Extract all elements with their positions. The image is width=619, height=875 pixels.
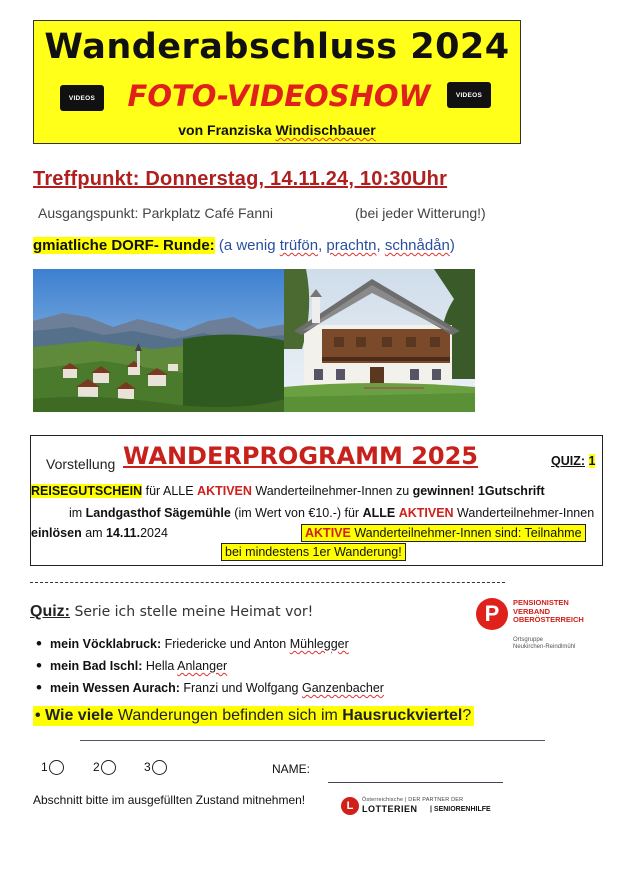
pv-line3: OBERÖSTERREICH: [513, 615, 584, 624]
question-mark: ?: [462, 707, 472, 724]
pensionisten-logo-icon: [476, 598, 508, 630]
vorstellung-label: Vorstellung: [46, 456, 116, 472]
l3-aktive: AKTIVE: [305, 526, 351, 540]
runde-text-a: (a wenig: [214, 237, 280, 254]
lotterien-logo-top: Österreichische | DER PARTNER DER: [362, 797, 464, 803]
runde-word-2: prachtn: [326, 237, 377, 254]
item-surname: Ganzenbacher: [301, 681, 384, 695]
l1-d: Wanderteilnehmer-Innen zu: [251, 484, 413, 498]
header-banner: [33, 20, 521, 144]
option-3-label: 3: [144, 760, 151, 774]
runde-label: gmiatliche DORF- Runde:: [33, 237, 215, 254]
quiz-num: 1: [588, 454, 596, 468]
video-badge-right: VIDEOS: [447, 82, 491, 108]
video-badge-left: VIDEOS: [60, 85, 104, 111]
question-region: Hausruckviertel: [342, 707, 463, 724]
pensionisten-logo-text: [513, 599, 584, 625]
voucher-line-2: [69, 506, 594, 520]
runde-text-d: ): [449, 237, 455, 254]
ausgangspunkt-text: Ausgangspunkt: Parkplatz Café Fanni: [38, 205, 274, 221]
option-2-circle[interactable]: [101, 760, 116, 775]
pv-line1: PENSIONISTEN: [513, 598, 569, 607]
name-field[interactable]: [328, 782, 503, 783]
item-surname: Anlanger: [177, 659, 228, 673]
option-3-circle[interactable]: [152, 760, 167, 775]
voucher-line-1: [31, 484, 545, 498]
item-surname: Mühlegger: [289, 637, 349, 651]
byline: [34, 122, 520, 138]
l1-b: für ALLE: [142, 484, 198, 498]
option-1[interactable]: [41, 760, 64, 775]
reisegutschein: REISEGUTSCHEIN: [31, 484, 143, 498]
l3-einloesen: einlösen: [31, 526, 82, 540]
option-2[interactable]: [93, 760, 116, 775]
pv-sub2: Neukirchen-Reindlmühl: [513, 644, 576, 650]
quiz-question: [33, 706, 474, 726]
l3-box-b: Wanderteilnehmer-Innen sind: Teilnahme: [350, 526, 582, 540]
lotterien-logo-main: LOTTERIEN: [362, 804, 418, 814]
runde-text-c: ,: [376, 237, 385, 254]
option-1-label: 1: [41, 760, 48, 774]
byline-name: Windischbauer: [275, 122, 376, 138]
pv-line2: VERBAND: [513, 606, 551, 616]
lotterien-logo-icon: L: [341, 797, 359, 815]
list-item: [34, 659, 384, 681]
village-mountain-photo: [33, 269, 286, 412]
footer-note: Abschnitt bitte im ausgefüllten Zustand mitnehmen!: [33, 793, 306, 807]
item-names: Franzi und Wolfgang: [179, 681, 302, 695]
dorf-runde-line: [33, 237, 455, 254]
pensionisten-logo-subtext: [513, 637, 575, 651]
farmhouse-photo: [284, 269, 475, 412]
pv-letter: P: [484, 601, 500, 626]
l3-b: am: [81, 526, 107, 540]
option-3[interactable]: [144, 760, 167, 775]
quiz-heading: [30, 603, 313, 621]
item-place: mein Wessen Aurach:: [50, 681, 180, 695]
l2-alle: ALLE: [362, 506, 396, 520]
l2-landgasthof: Landgasthof Sägemühle: [85, 506, 231, 520]
list-item: [34, 681, 384, 703]
treffpunkt-heading: Treffpunkt: Donnerstag, 14.11.24, 10:30Uhr: [33, 168, 448, 190]
quiz-items: [34, 637, 384, 703]
l1-gewinnen: gewinnen! 1Gutschrift: [412, 484, 545, 498]
byline-prefix: von Franziska: [178, 122, 276, 138]
item-names: Hella: [142, 659, 178, 673]
item-names: Friedericke und Anton: [161, 637, 290, 651]
voucher-line-3: [31, 526, 168, 540]
program-box: [30, 435, 603, 566]
runde-word-1: trüfön: [279, 237, 319, 254]
quiz-number: [551, 454, 595, 468]
option-2-label: 2: [93, 760, 100, 774]
l3-year: 2024: [140, 526, 168, 540]
event-title: Wanderabschluss 2024: [44, 27, 510, 67]
quiz-heading-label: Quiz:: [30, 603, 70, 620]
quiz-label: QUIZ:: [551, 454, 586, 468]
l3-date: 14.11.: [106, 526, 141, 540]
show-title: FOTO-VIDEOSHOW: [127, 79, 431, 113]
active-definition-box: [301, 524, 586, 542]
cut-line: [30, 582, 505, 583]
runde-word-3: schnådån: [384, 237, 450, 254]
name-label: NAME:: [272, 762, 311, 776]
lotterien-logo-sub: | SENIORENHILFE: [430, 806, 491, 813]
l2-c: (im Wert von €10.-) für: [230, 506, 363, 520]
program-title: WANDERPROGRAMM 2025: [123, 442, 478, 470]
pv-sub1: Ortsgruppe: [513, 637, 544, 643]
option-1-circle[interactable]: [49, 760, 64, 775]
question-b: Wanderungen befinden sich im: [113, 707, 343, 724]
weather-note: (bei jeder Witterung!): [355, 205, 486, 221]
list-item: [34, 637, 384, 659]
l2-aktiven: AKTIVEN: [398, 506, 454, 520]
active-definition-box-2: bei mindestens 1er Wanderung!: [221, 543, 406, 561]
quiz-heading-title: Serie ich stelle meine Heimat vor!: [70, 604, 314, 620]
question-a: Wie viele: [45, 707, 114, 724]
item-place: mein Bad Ischl:: [50, 659, 143, 673]
l1-aktiven: AKTIVEN: [197, 484, 252, 498]
answer-line: [80, 740, 545, 741]
l2-a: im: [69, 506, 86, 520]
item-place: mein Vöcklabruck:: [50, 637, 162, 651]
l2-g: Wanderteilnehmer-Innen: [453, 506, 595, 520]
runde-text-b: ,: [318, 237, 327, 254]
